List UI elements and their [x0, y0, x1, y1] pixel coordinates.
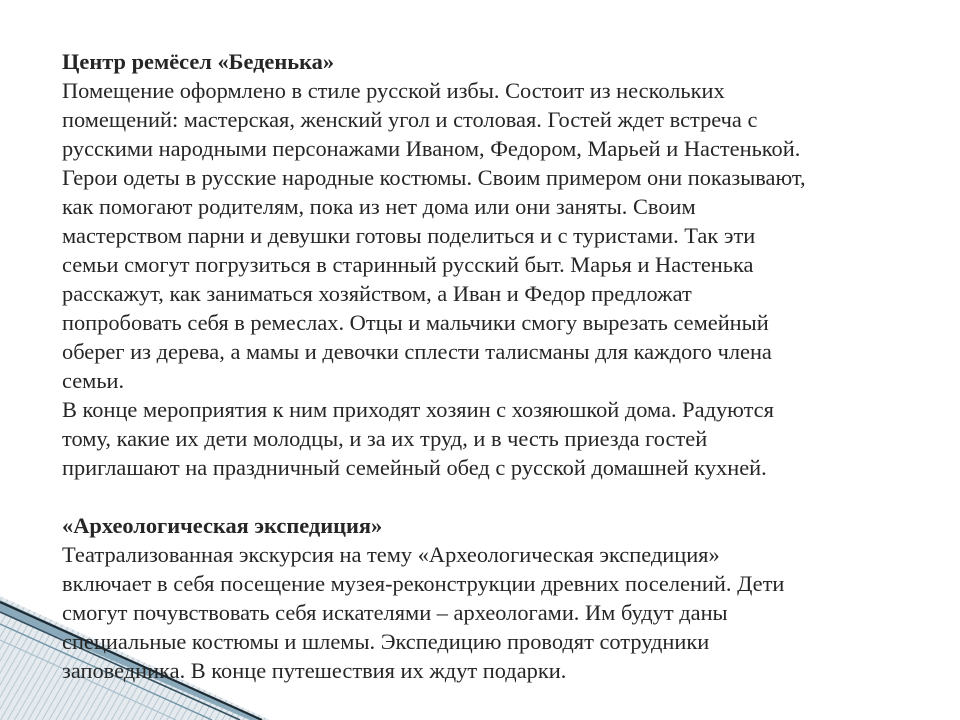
- text-content: [62, 47, 882, 685]
- text-line: приглашают на праздничный семейный обед с русской домашней кухней.: [62, 455, 767, 480]
- text-line: тому, какие их дети молодцы, и за их труд, и в честь приезда гостей: [62, 426, 708, 451]
- text-line: В конце мероприятия к ним приходят хозяин с хозяюшкой дома. Радуются: [62, 397, 774, 422]
- text-line: оберег из дерева, а мамы и девочки сплести талисманы для каждого члена: [62, 339, 772, 364]
- text-line: как помогают родителям, пока из нет дома или они заняты. Своим: [62, 194, 696, 219]
- text-line: Театрализованная экскурсия на тему «Археологическая экспедиция»: [62, 542, 720, 567]
- section-title: «Археологическая экспедиция»: [62, 513, 383, 538]
- section-title: Центр ремёсел «Беденька»: [62, 49, 335, 74]
- text-line: русскими народными персонажами Иваном, Федором, Марьей и Настенькой.: [62, 136, 801, 161]
- text-line: смогут почувствовать себя искателями – археологами. Им будут даны: [62, 600, 728, 625]
- text-line: включает в себя посещение музея-реконструкции древних поселений. Дети: [62, 571, 785, 596]
- text-line: семьи.: [62, 368, 125, 393]
- text-line: семьи смогут погрузиться в старинный русский быт. Марья и Настенька: [62, 252, 754, 277]
- section-archaeology: [62, 511, 882, 685]
- text-line: Помещение оформлено в стиле русской избы. Состоит из нескольких: [62, 78, 725, 103]
- text-line: Герои одеты в русские народные костюмы. Своим примером они показывают,: [62, 165, 806, 190]
- paragraph-gap: [62, 482, 882, 511]
- section-bedenka: [62, 47, 882, 482]
- text-line: заповедника. В конце путешествия их ждут подарки.: [62, 658, 567, 683]
- text-line: специальные костюмы и шлемы. Экспедицию проводят сотрудники: [62, 629, 710, 654]
- text-line: расскажут, как заниматься хозяйством, а Иван и Федор предложат: [62, 281, 692, 306]
- text-line: помещений: мастерская, женский угол и столовая. Гостей ждет встреча с: [62, 107, 758, 132]
- text-line: мастерством парни и девушки готовы поделиться и с туристами. Так эти: [62, 223, 756, 248]
- text-line: попробовать себя в ремеслах. Отцы и мальчики смогу вырезать семейный: [62, 310, 769, 335]
